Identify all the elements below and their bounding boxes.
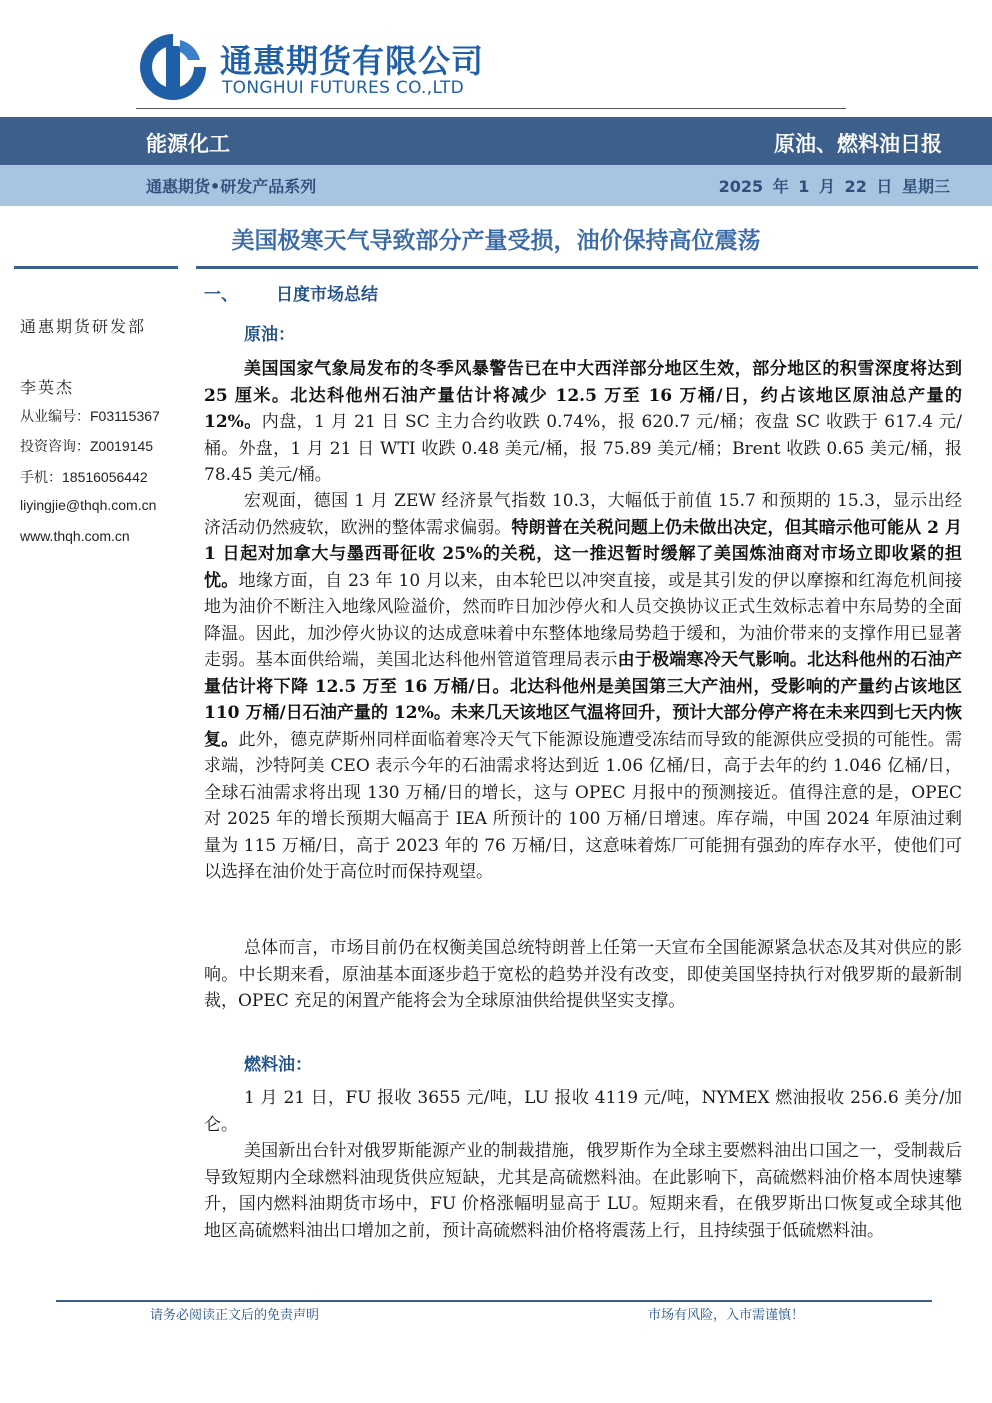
footer-divider [56, 1300, 932, 1302]
text-segment: 宏观面，德国 1 月 ZEW 经济景气指数 10.3，大幅低于前值 15.7 和预期的 15.3，显示出经济活动仍然疲软，欧洲的整体需求偏弱。 [204, 491, 962, 538]
section-title-text: 日度市场总结 [276, 285, 378, 305]
crude-paragraph-2 [204, 488, 962, 886]
crude-paragraph-1 [204, 356, 962, 489]
analyst-phone [20, 467, 148, 487]
footer-disclaimer[interactable]: 请务必阅读正文后的免责声明 [150, 1308, 320, 1323]
license-value: F03115367 [90, 408, 160, 424]
crude-paragraph-3 [204, 935, 962, 1015]
bold-segment: 由于极端寒冷天气影响。北达科他州的石油产量估计将下降 12.5 万至 16 万桶/日。北达科他州是美国第三大产油州，受影响的产量约占该地区 110 万桶/日石油产量的 12%。未来几天该地区气温将回升，预计大部分停产将在未来四到七天内恢复。 [204, 650, 963, 750]
header-divider [136, 108, 846, 109]
company-name-cn: 通惠期货有限公司 [220, 42, 485, 80]
invest-value: Z0019145 [90, 438, 154, 454]
text-segment: 美国新出台针对俄罗斯能源产业的制裁措施，俄罗斯作为全球主要燃料油出口国之一，受制裁后导致短期内全球燃料油现货供应短缺，尤其是高硫燃料油。在此影响下，高硫燃料油价格本周快速攀升，国内燃料油期货市场中，FU 价格涨幅明显高于 LU。短期来看，在俄罗斯出口恢复或全球其他地区高硫燃料油出口增加之前，预计高硫燃料油价格将震荡上行，且持续强于低硫燃料油。 [204, 1141, 962, 1241]
crude-heading: 原油： [244, 325, 295, 345]
company-name-en: TONGHUI FUTURES CO.,LTD [222, 78, 464, 98]
report-weekday: 星期三 [901, 177, 950, 196]
text-segment: 总体而言，市场目前仍在权衡美国总统特朗普上任第一天宣布全国能源紧急状态及其对供应的影响。中长期来看，原油基本面逐步趋于宽松的趋势并没有改变，即使美国坚持执行对俄罗斯的最新制裁，OPEC 充足的闲置产能将会为全球原油供给提供坚实支撑。 [204, 938, 962, 1011]
report-date-line [719, 174, 950, 197]
license-label: 从业编号： [20, 409, 90, 425]
bold-segment: 特朗普在关税问题上仍未做出决定，但其暗示他可能从 2 月 1 日起对加拿大与墨西哥征收 25%的关税，这一推迟暂时缓解了美国炼油商对市场立即收紧的担忧。 [204, 517, 963, 591]
bold-segment: 美国国家气象局发布的冬季风暴警告已在中大西洋部分地区生效，部分地区的积雪深度将达到 25 厘米。北达科他州石油产量估计将减少 12.5 万至 16 万桶/日，约占该地区原油总产量的 12%。 [204, 359, 962, 432]
report-date: 2025 年 1 月 22 日 [718, 177, 893, 196]
invest-label: 投资咨询： [20, 439, 90, 455]
sidebar-dept: 通惠期货研发部 [20, 317, 147, 336]
text-segment: 此外，德克萨斯州同样面临着寒冷天气下能源设施遭受冻结而导致的能源供应受损的可能性。需求端，沙特阿美 CEO 表示今年的石油需求将达到近 1.06 亿桶/日，高于去年的约 1.046 亿桶/日，全球石油需求将出现 130 万桶/日的增长，这与 OPEC 月报中的预测接近。值得注意的是，OPEC 对 2025 年的增长预期大幅高于 IEA 所预计的 100 万桶/日增速。库存端，中国 2024 年原油过剩量为 115 万桶/日，高于 2023 年的 76 万桶/日，这意味着炼厂可能拥有强劲的库存水平，使他们可以选择在油价处于高位时而保持观望。 [204, 729, 963, 882]
company-website-link[interactable]: www.thqh.com.cn [20, 528, 130, 544]
text-segment: 地缘方面，自 23 年 10 月以来，由本轮巴以冲突直接，或是其引发的伊以摩擦和红海危机间接地为油价不断注入地缘风险溢价，然而昨日加沙停火和人员交换协议正式生效标志着中东局势的全面降温。因此，加沙停火协议的达成意味着中东整体地缘局势趋于缓和，为油价带来的支撑作用已显著走弱。基本面供给端，美国北达科他州管道管理局表示 [204, 570, 963, 670]
section-number: 一、 [204, 285, 238, 305]
report-product-title: 原油、燃料油日报 [774, 132, 942, 156]
company-logo-icon [136, 30, 210, 104]
analyst-invest-license [20, 436, 153, 456]
section-title [204, 280, 378, 305]
footer-risk-notice: 市场有风险，入市需谨慎！ [648, 1308, 805, 1323]
text-segment: 1 月 21 日，FU 报收 3655 元/吨，LU 报收 4119 元/吨，NYMEX 燃油报收 256.6 美分/加仑。 [204, 1088, 962, 1135]
text-segment: 内盘，1 月 21 日 SC 主力合约收跌 0.74%，报 620.7 元/桶；夜盘 SC 收跌于 617.4 元/桶。外盘，1 月 21 日 WTI 收跌 0.48 美元/桶，报 75.89 美元/桶；Brent 收跌 0.65 美元/桶，报 78.45 美元/桶。 [204, 412, 962, 485]
fuel-paragraph-2 [204, 1138, 962, 1244]
phone-label: 手机： [20, 470, 62, 486]
fuel-paragraph-1 [204, 1085, 962, 1138]
analyst-name: 李英杰 [20, 378, 75, 397]
analyst-email[interactable]: liyingjie@thqh.com.cn [20, 497, 157, 513]
sidebar-rule [14, 266, 178, 269]
analyst-license [20, 406, 160, 426]
phone-value: 18516056442 [62, 469, 148, 485]
fuel-heading: 燃料油： [244, 1055, 312, 1075]
report-category: 能源化工 [146, 132, 230, 156]
content-rule [196, 266, 978, 269]
report-series: 通惠期货•研发产品系列 [146, 177, 317, 196]
report-headline: 美国极寒天气导致部分产量受损，油价保持高位震荡 [231, 228, 761, 254]
